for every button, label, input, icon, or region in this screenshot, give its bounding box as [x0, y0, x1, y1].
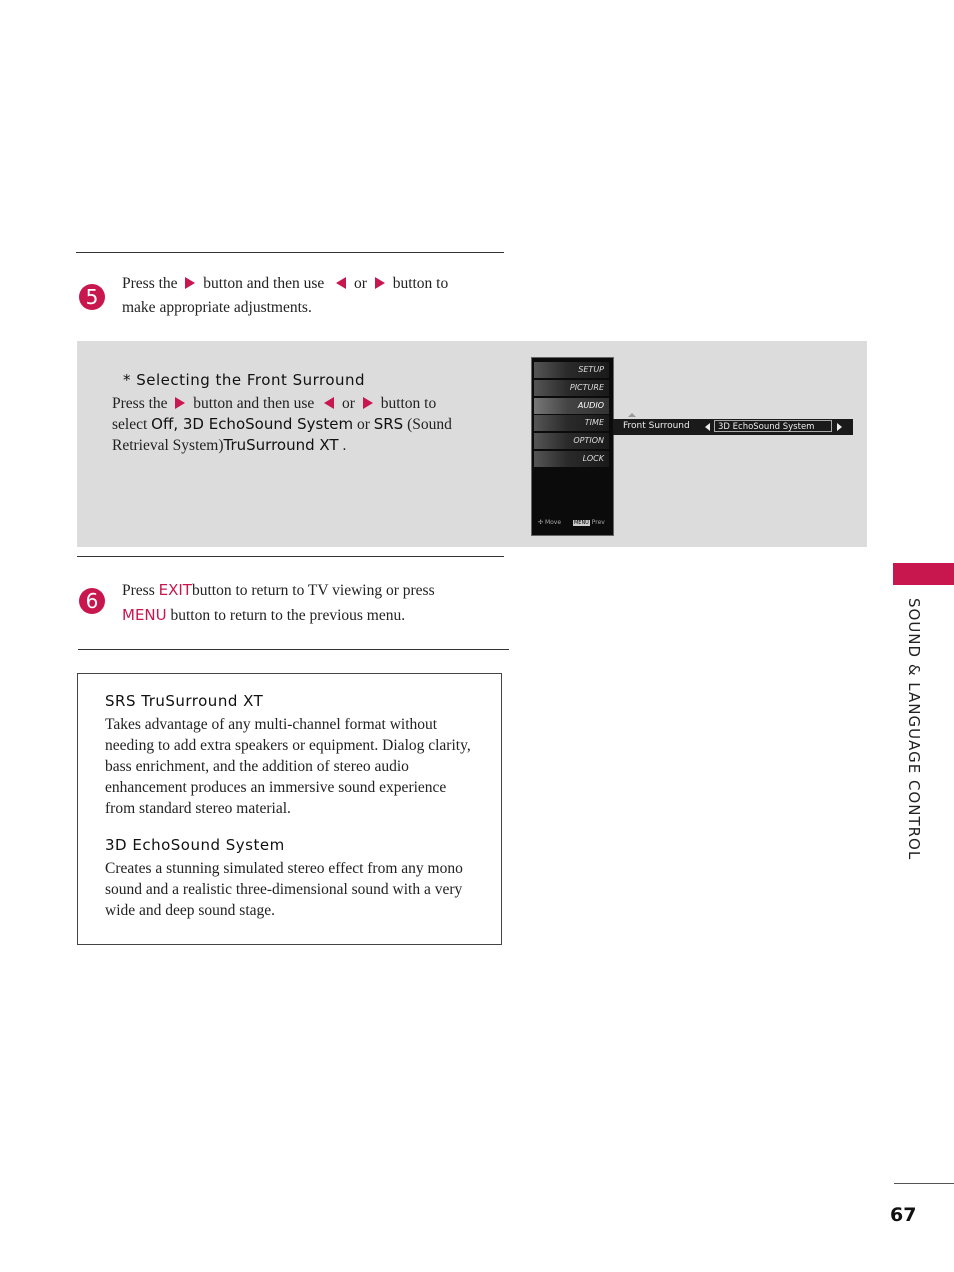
front-surround-heading: * Selecting the Front Surround	[123, 371, 366, 389]
step5-text: Press the button and then use or button to make appropriate adjustments.	[122, 275, 449, 316]
tv-menu-footer: ✣ Move MENU Prev	[538, 519, 605, 526]
tv-menu-item-time[interactable]: TIME	[534, 415, 609, 431]
tv-menu-item-setup[interactable]: SETUP	[534, 362, 609, 378]
osd-value[interactable]: 3D EchoSound System	[714, 420, 832, 432]
step6-text: Press EXITbutton to return to TV viewing or press MENU button to return to the previous menu.	[122, 581, 435, 624]
left-arrow-icon	[336, 277, 346, 289]
osd-right-arrow-icon[interactable]	[837, 423, 842, 431]
osd-label: Front Surround	[623, 421, 690, 431]
tv-menu-item-audio[interactable]: AUDIO	[534, 398, 609, 414]
tv-menu-item-lock[interactable]: LOCK	[534, 451, 609, 467]
divider-bottom	[78, 649, 509, 650]
page-number-rule	[894, 1183, 954, 1184]
srs-heading: SRS TruSurround XT	[105, 692, 264, 710]
right-arrow-icon	[175, 397, 185, 409]
left-arrow-icon	[324, 397, 334, 409]
echo-body: Creates a stunning simulated stereo effect from any mono sound and a realistic three-dimensional sound with a very wide and deep sound stage.	[105, 860, 463, 919]
right-arrow-icon	[185, 277, 195, 289]
step-number-5: 5	[79, 284, 105, 310]
front-surround-instructions: Press the button and then use or button to select Off, 3D EchoSound System or SRS (Sound Retrieval System)TruSurround XT .	[112, 395, 452, 454]
step-number-6: 6	[79, 588, 105, 614]
front-surround-osd	[613, 419, 853, 435]
divider-mid	[77, 556, 504, 557]
up-arrow-icon	[628, 413, 636, 417]
move-icon: ✣	[538, 519, 544, 526]
tv-menu-item-option[interactable]: OPTION	[534, 433, 609, 449]
echo-heading: 3D EchoSound System	[105, 836, 285, 854]
osd-left-arrow-icon[interactable]	[705, 423, 710, 431]
notes-box	[77, 673, 502, 945]
divider-top	[76, 252, 504, 253]
right-arrow-icon	[375, 277, 385, 289]
right-arrow-icon	[363, 397, 373, 409]
tv-menu-item-picture[interactable]: PICTURE	[534, 380, 609, 396]
side-section-label: SOUND & LANGUAGE CONTROL	[905, 598, 923, 861]
tv-menu	[531, 357, 614, 536]
side-tab	[893, 563, 954, 585]
srs-body: Takes advantage of any multi-channel format without needing to add extra speakers or equipment. Dialog clarity, bass enrichment, and the addition of stereo audio enhancement produces an immersive sound experience from standard stereo material.	[105, 716, 471, 817]
page-number: 67	[890, 1204, 917, 1226]
